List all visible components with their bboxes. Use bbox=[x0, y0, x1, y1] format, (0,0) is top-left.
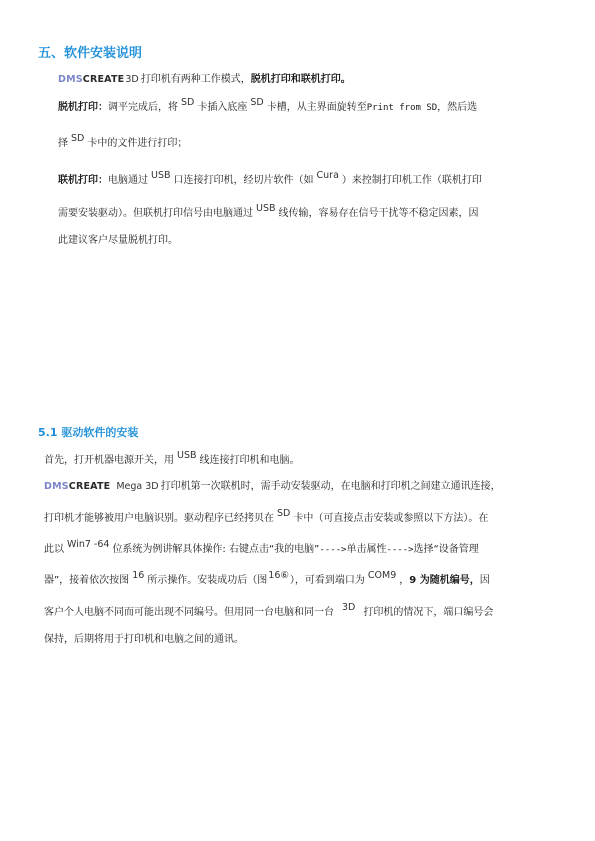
usb-label: USB bbox=[256, 203, 276, 214]
intro-text: 打印机有两种工作模式， bbox=[140, 74, 251, 85]
driver-text: 选择“设备管理 bbox=[413, 544, 479, 555]
online-text-1: 电脑通过 bbox=[108, 175, 148, 186]
driver-line-5 bbox=[44, 570, 490, 588]
online-line-3 bbox=[58, 234, 178, 248]
offline-text-1: 调平完成后，将 bbox=[108, 102, 178, 113]
usb-label: USB bbox=[177, 450, 197, 461]
section-5-title: 五、软件安装说明 bbox=[38, 46, 143, 61]
driver-text: ， bbox=[399, 575, 410, 586]
online-text-5: 线传输，容易存在信号干扰等不稳定因素，因 bbox=[278, 208, 479, 219]
section-5-1-title: 5.1 驱动软件的安装 bbox=[38, 426, 139, 439]
driver-text: 打印机才能够被用户电脑识别。驱动程序已经拷贝在 bbox=[44, 513, 274, 524]
driver-text: 因 bbox=[479, 575, 490, 586]
online-text-4: 需要安装驱动）。但联机打印信号由电脑通过 bbox=[58, 208, 253, 219]
driver-text: 线连接打印机和电脑。 bbox=[199, 455, 300, 466]
arrow-text: ----> bbox=[319, 545, 347, 555]
online-text-6: 此建议客户尽量脱机打印。 bbox=[58, 235, 178, 246]
offline-text-4: ，然后选 bbox=[437, 102, 478, 113]
sd-label: SD bbox=[277, 508, 291, 519]
cura-label: Cura bbox=[316, 170, 339, 181]
x3d-label: 3D bbox=[125, 74, 139, 85]
driver-text: 此以 bbox=[44, 544, 64, 555]
x3d-label: 3D bbox=[342, 602, 356, 613]
offline-label: 脱机打印： bbox=[58, 102, 108, 113]
driver-line-1 bbox=[44, 450, 300, 468]
random-number-note: 9 为随机编号， bbox=[409, 575, 480, 586]
driver-text: 卡中（可直接点击安装或参照以下方法）。在 bbox=[293, 513, 489, 524]
driver-line-3 bbox=[44, 508, 489, 526]
driver-text: 单击属性 bbox=[346, 544, 387, 555]
intro-modes: 脱机打印和联机打印。 bbox=[250, 74, 351, 85]
offline-text-2: 卡插入底座 bbox=[197, 102, 248, 113]
online-text-2: 口连接打印机，经切片软件（如 bbox=[173, 175, 314, 186]
driver-text: 打印机的情况下，端口编号会 bbox=[363, 607, 494, 618]
driver-text: 打印机第一次联机时，需手动安装驱动，在电脑和打印机之间建立通讯连接， bbox=[160, 481, 501, 492]
driver-line-4 bbox=[44, 539, 479, 557]
offline-text-6: 卡中的文件进行打印； bbox=[87, 138, 188, 149]
x3d-label: 3D bbox=[145, 481, 159, 492]
online-line-2 bbox=[58, 203, 479, 221]
online-text-3: ）来控制打印机工作（联机打印 bbox=[341, 175, 482, 186]
driver-line-7 bbox=[44, 633, 244, 647]
mega-label: Mega bbox=[116, 481, 143, 492]
menu-code: Print from SD bbox=[366, 103, 438, 113]
sd-label: SD bbox=[250, 97, 264, 108]
online-label: 联机打印： bbox=[58, 175, 108, 186]
figure-ref: 16⑥ bbox=[268, 570, 289, 581]
driver-text: 所示操作。安装成功后（图 bbox=[147, 575, 268, 586]
driver-text: 首先，打开机器电源开关，用 bbox=[44, 455, 174, 466]
win7-label: Win7 -64 bbox=[67, 539, 110, 550]
offline-text-5: 择 bbox=[58, 138, 68, 149]
driver-text: ），可看到端口为 bbox=[289, 575, 365, 586]
driver-line-6 bbox=[44, 602, 494, 620]
brand-logo: DMSCREATE bbox=[44, 481, 111, 492]
usb-label: USB bbox=[151, 170, 171, 181]
arrow-text: ----> bbox=[386, 545, 414, 555]
offline-text-3: 卡槽，从主界面旋转至 bbox=[266, 102, 367, 113]
online-line-1 bbox=[58, 170, 482, 188]
com-port-label: COM9 bbox=[367, 570, 397, 581]
offline-line-1 bbox=[58, 97, 478, 115]
driver-text: 位系统为例讲解具体操作: 右键点击“我的电脑” bbox=[112, 544, 320, 555]
driver-text: 保持，后期将用于打印机和电脑之间的通讯。 bbox=[44, 634, 244, 645]
offline-line-2 bbox=[58, 133, 188, 151]
sd-label: SD bbox=[181, 97, 195, 108]
driver-text: 器”，接着依次按图 bbox=[44, 575, 130, 586]
driver-text: 客户个人电脑不同而可能出现不同编号。但用同一台电脑和同一台 bbox=[44, 607, 334, 618]
brand-logo: DMSCREATE bbox=[58, 74, 125, 85]
intro-line bbox=[58, 73, 351, 87]
figure-ref: 16 bbox=[132, 570, 145, 581]
driver-line-2 bbox=[44, 480, 501, 494]
sd-label: SD bbox=[71, 133, 85, 144]
